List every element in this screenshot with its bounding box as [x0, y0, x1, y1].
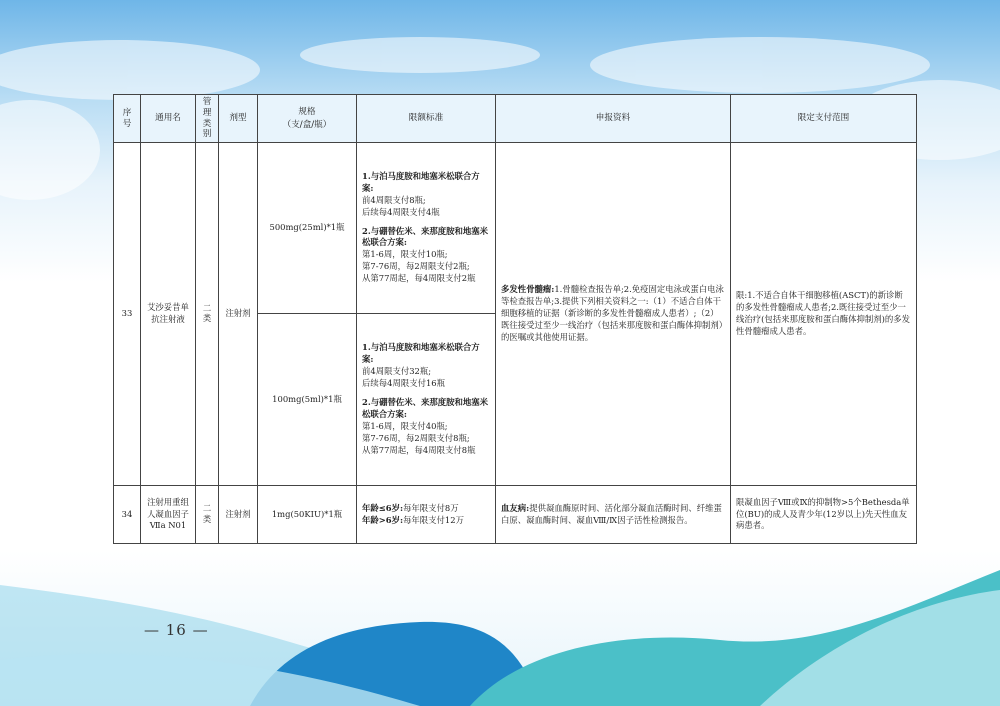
row-spec: 500mg(25ml)*1瓶 — [258, 143, 357, 314]
row-category: 二 类 — [196, 486, 219, 544]
row-category: 二 类 — [196, 143, 219, 486]
plan2-title: 2.与硼替佐米、来那度胺和地塞米松联合方案: — [362, 397, 488, 419]
row-scope: 限凝血因子Ⅷ或Ⅸ的抑制物>5个Bethesda单位(BU)的成人及青少年(12岁以上)先天性血友病患者。 — [731, 486, 917, 544]
header-dosage-form: 剂型 — [219, 95, 258, 143]
row-dosage-form: 注射剂 — [219, 143, 258, 486]
row-limit-standard: 年龄≤6岁:每年限支付8万 年龄>6岁:每年限支付12万 — [357, 486, 496, 544]
row-seq: 34 — [114, 486, 141, 544]
row-seq: 33 — [114, 143, 141, 486]
page-number: — 16 — — [144, 621, 209, 639]
row-generic-name: 注射用重组人凝血因子Ⅶa N01 — [141, 486, 196, 544]
row-limit-standard: 1.与泊马度胺和地塞米松联合方案: 前4周限支付32瓶; 后续每4周限支付16瓶 2.与硼替佐米、来那度胺和地塞米松联合方案: 第1-6周，限支付40瓶; 第7-76周，每2周限支付8瓶; 从第77周起，每4周限支付8瓶 — [357, 314, 496, 486]
row-spec: 1mg(50KIU)*1瓶 — [258, 486, 357, 544]
row-materials: 血友病:提供凝血酶原时间、活化部分凝血活酶时间、纤维蛋白原、凝血酶时间、凝血Ⅷ/Ⅸ因子活性检测报告。 — [496, 486, 731, 544]
header-seq: 序号 — [114, 95, 141, 143]
row-materials: 多发性骨髓瘤:1.骨髓检查报告单;2.免疫固定电泳或蛋白电泳等检查报告单;3.提供下列相关资料之一:（1）不适合自体干细胞移植的证据（新诊断的多发性骨髓瘤成人患者）;（2）既往接受过至少一线治疗（包括来那度胺和蛋白酶体抑制剂）的医嘱或其他使用证据。 — [496, 143, 731, 486]
header-limit-standard: 限额标准 — [357, 95, 496, 143]
table-row — [114, 486, 917, 544]
row-spec: 100mg(5ml)*1瓶 — [258, 314, 357, 486]
row-dosage-form: 注射剂 — [219, 486, 258, 544]
row-scope: 限:1.不适合自体干细胞移植(ASCT)的新诊断的多发性骨髓瘤成人患者;2.既往接受过至少一线治疗(包括来那度胺和蛋白酶体抑制剂)的多发性骨髓瘤成人患者。 — [731, 143, 917, 486]
plan1-title: 1.与泊马度胺和地塞米松联合方案: — [362, 170, 480, 193]
row-limit-standard: 1.与泊马度胺和地塞米松联合方案: 前4周限支付8瓶; 后续每4周限支付4瓶 2.与硼替佐米、来那度胺和地塞米松联合方案: 第1-6周，限支付10瓶; 第7-76周，每2周限支付2瓶; 从第77周起，每4周限支付2瓶 — [357, 143, 496, 314]
plan2-title: 2.与硼替佐米、来那度胺和地塞米松联合方案: — [362, 225, 488, 248]
table-header-row — [114, 95, 917, 143]
drug-limit-table — [113, 94, 917, 544]
plan1-title: 1.与泊马度胺和地塞米松联合方案: — [362, 342, 480, 365]
header-generic-name: 通用名 — [141, 95, 196, 143]
row-generic-name: 艾沙妥昔单抗注射液 — [141, 143, 196, 486]
table-row — [114, 143, 917, 314]
header-category: 管 理 类 别 — [196, 95, 219, 143]
header-scope: 限定支付范围 — [731, 95, 917, 143]
header-spec: 规格 （支/盒/瓶） — [258, 95, 357, 143]
header-materials: 申报资料 — [496, 95, 731, 143]
